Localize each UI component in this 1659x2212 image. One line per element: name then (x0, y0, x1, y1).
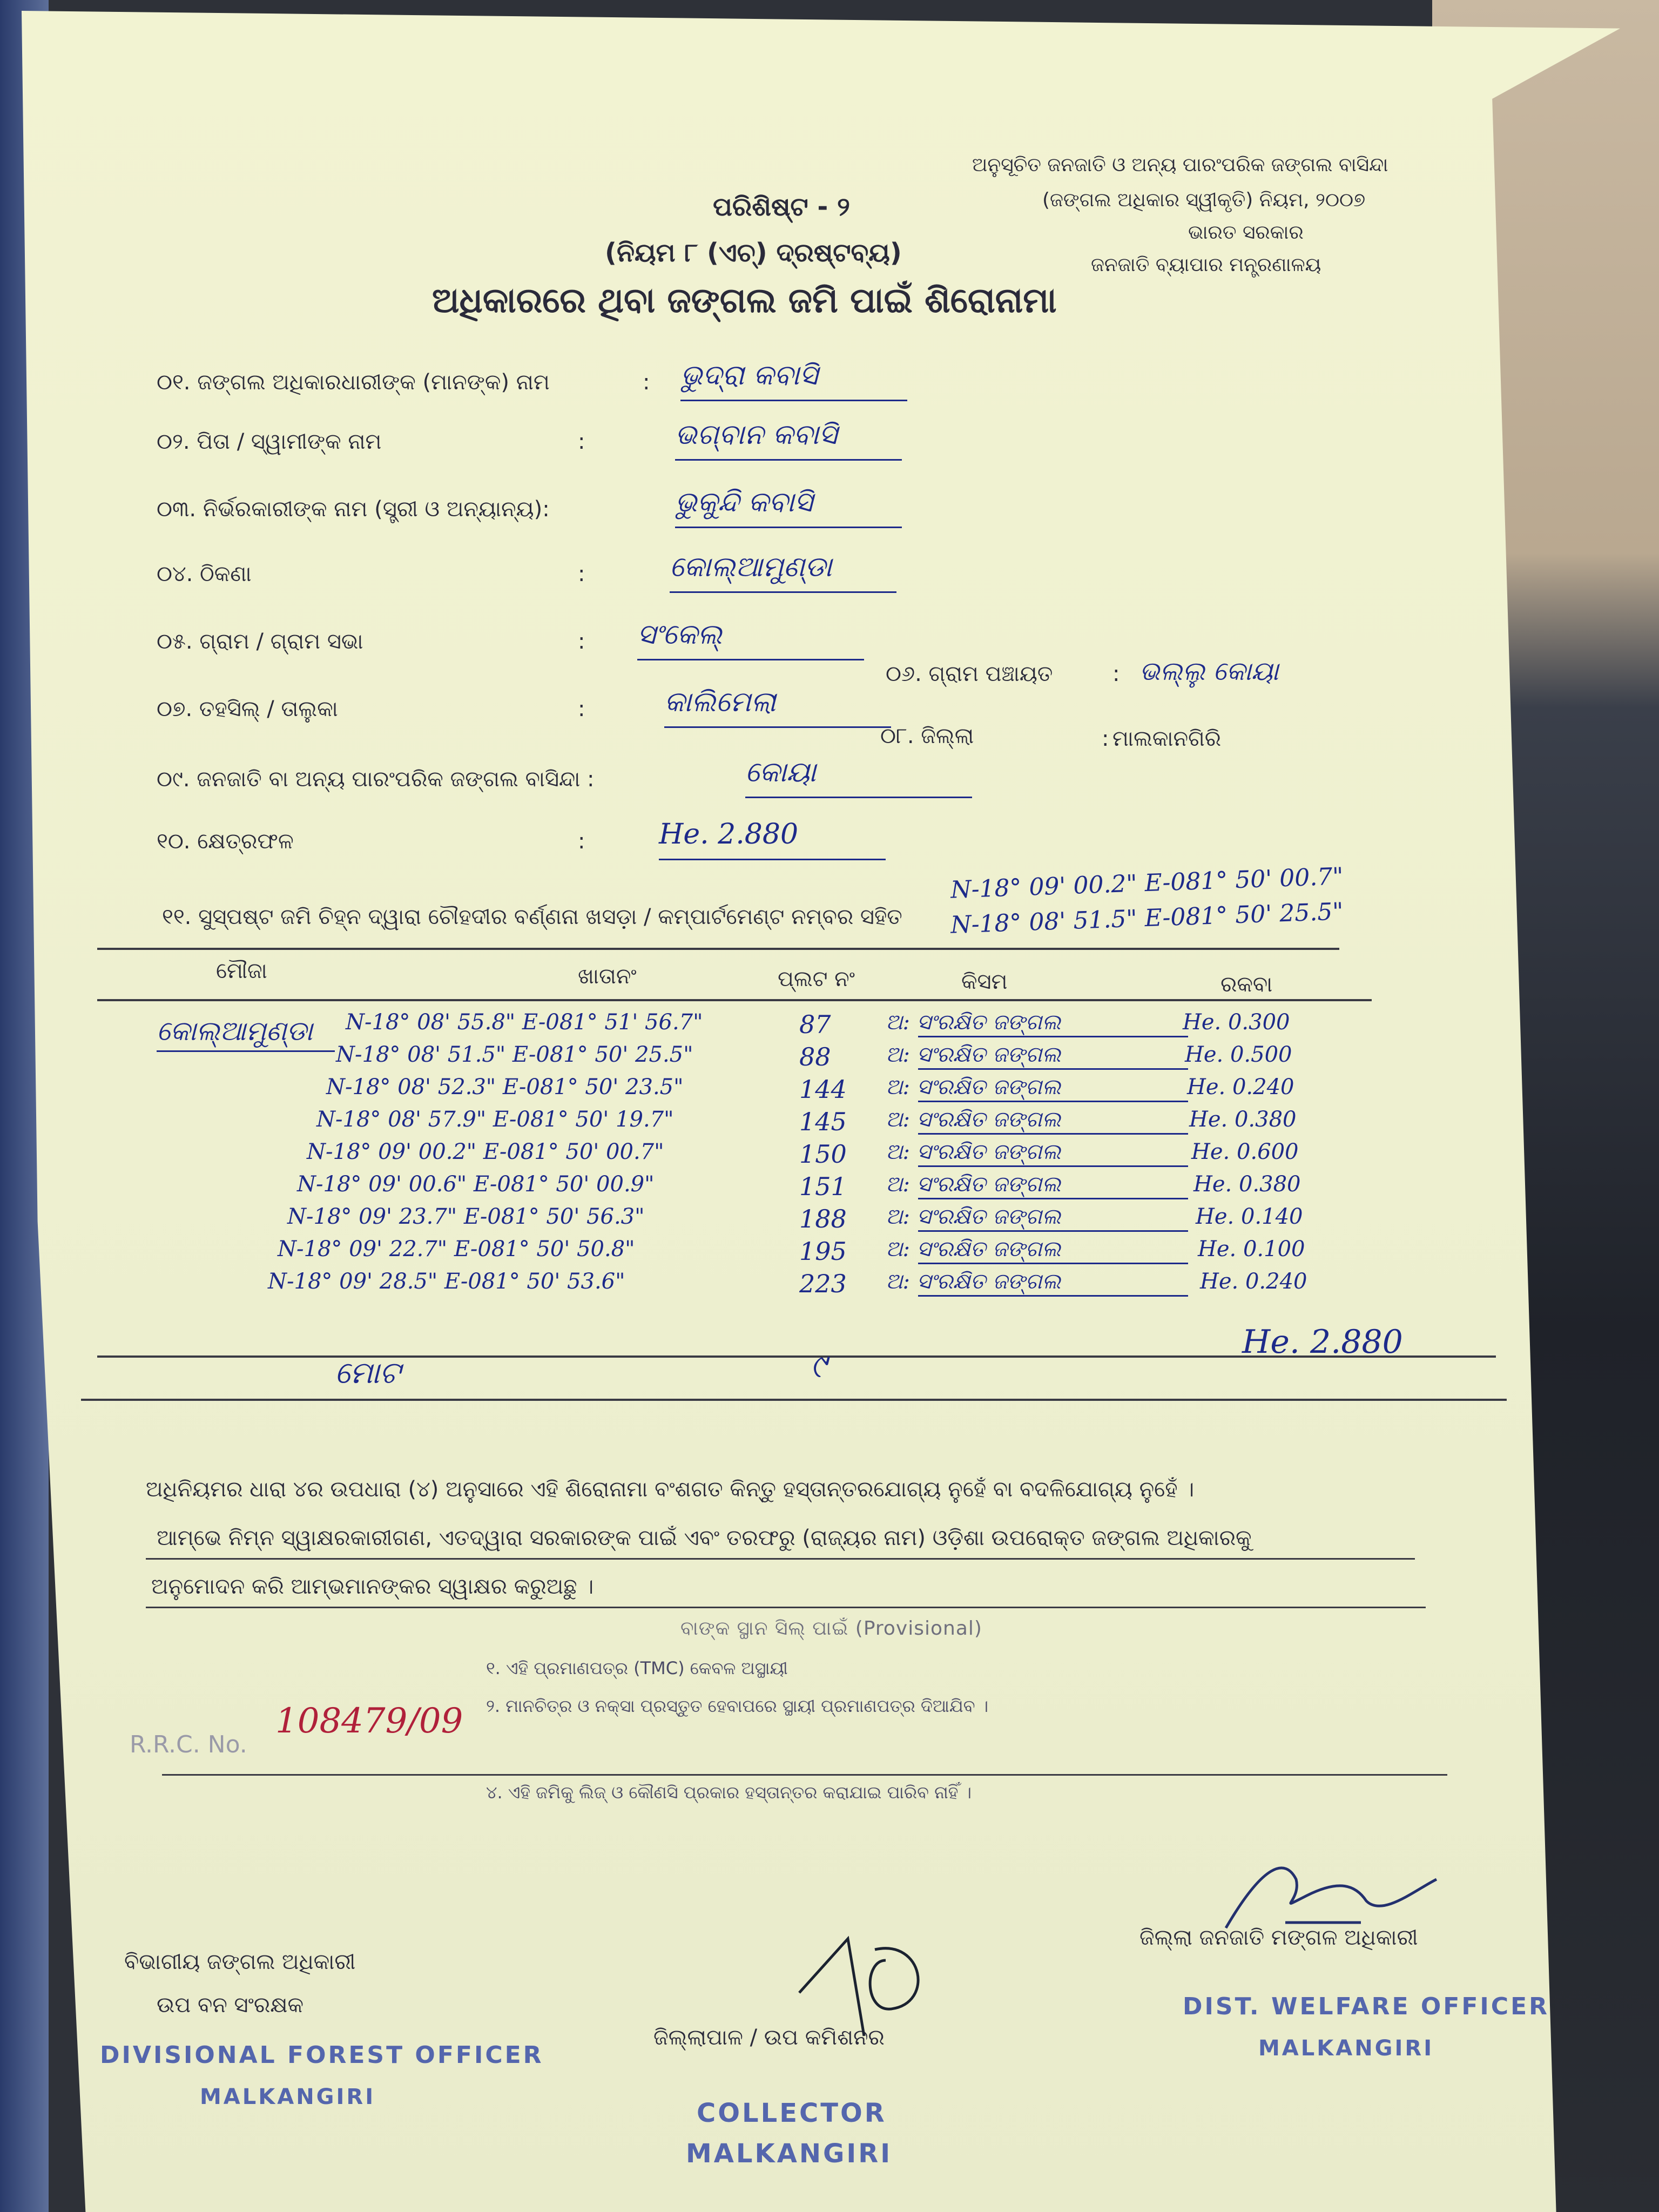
table-cell-plot: 88 (799, 1042, 831, 1071)
field-colon: : (578, 697, 585, 721)
field-value: ଭୁଦ୍ରା କବାସି (680, 359, 818, 392)
field-value-underline (675, 459, 902, 461)
field-label: ୦୯. ଜନଜାତି ବା ଅନ୍ୟ ପାରଂପରିକ ଜଙ୍ଗଲ ବାସିନ୍ଦା : (157, 767, 595, 792)
table-header-rule (97, 999, 1372, 1001)
table-cell-area: He. 0.600 (1191, 1139, 1299, 1164)
field-colon: : (578, 629, 585, 654)
table-cell-coordinates: N-18° 09' 00.6" E-081° 50' 00.9" (297, 1172, 655, 1197)
total-plots: ୯ (810, 1347, 826, 1385)
table-cell-plot: 145 (799, 1107, 847, 1136)
field-colon: : (643, 370, 650, 395)
dfo-subtitle: ଉପ ବନ ସଂରକ୍ଷକ (157, 1993, 304, 2018)
col-header-kisam: କିସମ (961, 969, 1008, 994)
table-cell-kisam: ଅ: ସଂରକ୍ଷିତ ଜଙ୍ଗଲ (886, 1172, 1061, 1197)
welfare-officer-signature (1220, 1847, 1447, 1944)
declaration-rule1 (146, 1558, 1415, 1560)
field-value: He. 2.880 (659, 818, 799, 851)
welfare-officer-stamp-district: MALKANGIRI (1258, 2036, 1434, 2061)
col-header-rakaba: ରକବା (1220, 972, 1273, 997)
field-value-underline (745, 797, 972, 798)
dfo-stamp-district: MALKANGIRI (200, 2085, 376, 2109)
table-cell-coordinates: N-18° 08' 57.9" E-081° 50' 19.7" (316, 1107, 674, 1132)
field08-value: ମାଲକାନଗିରି (1112, 726, 1222, 751)
field-value: ସଂକେଲ୍ (637, 618, 722, 651)
declaration-line1: ଅଧିନିୟମର ଧାରା ୪ର ଉପଧାରା (୪) ଅନୁସାରେ ଏହି ଶିରୋନାମା ବଂଶଗତ କିନ୍ତୁ ହସ୍ତାନ୍ତରଯୋଗ୍ୟ ନୁହେଁ ବା ବଦଳିଯୋଗ୍ୟ ନୁହେଁ । (146, 1477, 1195, 1502)
field-label: ୦୪. ଠିକଣା (157, 562, 252, 586)
kisam-underline (918, 1068, 1188, 1070)
declaration-line3: ଅନୁମୋଦନ କରି ଆମ୍ଭମାନଙ୍କର ସ୍ୱାକ୍ଷର କରୁଅଛୁ । (151, 1574, 594, 1599)
field06-colon: : (1112, 662, 1120, 686)
total-label: ମୋଟ (335, 1355, 401, 1391)
table-top-rule (97, 948, 1339, 950)
table-cell-plot: 223 (799, 1269, 847, 1298)
table-cell-plot: 87 (799, 1010, 831, 1039)
provisional-title: ବାଙ୍କ ସ୍ଥାନ ସିଲ୍ ପାଇଁ (Provisional) (680, 1617, 982, 1640)
field-value: କାଲିମେଲା (664, 686, 776, 718)
kisam-underline (918, 1263, 1188, 1264)
field-colon: : (578, 829, 585, 854)
provisional-line2: ୨. ମାନଚିତ୍ର ଓ ନକ୍ସା ପ୍ରସ୍ତୁତ ହେବାପରେ ସ୍ଥାୟୀ ପ୍ରମାଣପତ୍ର ଦିଆଯିବ । (486, 1696, 989, 1716)
kisam-underline (918, 1230, 1188, 1232)
table-cell-kisam: ଅ: ସଂରକ୍ଷିତ ଜଙ୍ଗଲ (886, 1237, 1061, 1262)
table-cell-plot: 188 (799, 1204, 847, 1233)
table-cell-area: He. 0.500 (1185, 1042, 1292, 1067)
field06-value: ଭଲ୍ଲୁ କୋୟା (1139, 656, 1279, 686)
table-cell-area: He. 0.380 (1189, 1107, 1297, 1132)
field06-label: ୦୬. ଗ୍ରାମ ପଞ୍ଚାୟତ (886, 662, 1053, 686)
field-value: ଭଗ୍ବାନ କବାସି (675, 419, 838, 451)
mouza-value: କୋଲ୍ଆମୁଣ୍ଡା (157, 1015, 313, 1047)
declaration-line2: ଆମ୍ଭେ ନିମ୍ନ ସ୍ୱାକ୍ଷରକାରୀଗଣ, ଏତଦ୍ୱାରା ସରକାରଙ୍କ ପାଇଁ ଏବଂ ତରଫରୁ (ରାଜ୍ୟର ନାମ) ଓଡ଼ିଶା ଉପରୋକ୍ତ ଜଙ୍ଗଲ ଅଧିକାରକୁ (157, 1526, 1252, 1550)
collector-title: ଜିଲ୍ଲାପାଳ / ଉପ କମିଶନର (653, 2025, 885, 2050)
table-cell-coordinates: N-18° 09' 23.7" E-081° 50' 56.3" (287, 1204, 645, 1229)
stamp-bottom-rule (162, 1774, 1447, 1776)
table-cell-coordinates: N-18° 09' 28.5" E-081° 50' 53.6" (268, 1269, 625, 1294)
field08-colon: : (1102, 726, 1109, 751)
kisam-underline (918, 1101, 1188, 1102)
field-value-underline (670, 591, 896, 593)
field-value-underline (659, 859, 886, 860)
table-cell-area: He. 0.380 (1193, 1172, 1301, 1197)
kisam-underline (918, 1036, 1188, 1037)
annex-label: ପରିଶିଷ୍ଟ - ୨ (713, 192, 850, 222)
kisam-underline (918, 1133, 1188, 1135)
header-ministry: ଜନଜାତି ବ୍ୟାପାର ମନ୍ତ୍ରଣାଳୟ (1091, 254, 1321, 276)
table-cell-area: He. 0.240 (1187, 1075, 1294, 1100)
provisional-line1: ୧. ଏହି ପ୍ରମାଣପତ୍ର (TMC) କେବଳ ଅସ୍ଥାୟୀ (486, 1658, 788, 1678)
header-govt: ଭାରତ ସରକାର (1188, 221, 1304, 244)
rule-reference: (ନିୟମ ୮ (ଏଚ୍) ଦ୍ରଷ୍ଟବ୍ୟ) (605, 238, 902, 268)
welfare-officer-stamp: DIST. WELFARE OFFICER (1183, 1993, 1550, 2020)
kisam-underline (918, 1295, 1188, 1297)
rrc-number: 108479/09 (275, 1701, 463, 1741)
table-cell-coordinates: N-18° 09' 00.2" E-081° 50' 00.7" (307, 1139, 664, 1164)
table-cell-area: He. 0.100 (1198, 1237, 1305, 1262)
table-cell-plot: 195 (799, 1237, 847, 1266)
field-value-underline (675, 527, 902, 528)
field-colon: : (578, 429, 585, 454)
field-label: ୧୦. କ୍ଷେତ୍ରଫଳ (157, 829, 294, 854)
field11-coord2: N-18° 08' 51.5" E-081° 50' 25.5" (950, 898, 1344, 939)
field-label: ୦୭. ତହସିଲ୍ / ତାଲୁକା (157, 697, 338, 721)
table-bottom-rule (81, 1399, 1507, 1401)
kisam-underline (918, 1198, 1188, 1199)
table-cell-kisam: ଅ: ସଂରକ୍ଷିତ ଜଙ୍ଗଲ (886, 1010, 1061, 1035)
header-act-line1: ଅନୁସୂଚିତ ଜନଜାତି ଓ ଅନ୍ୟ ପାରଂପରିକ ଜଙ୍ଗଲ ବାସିନ୍ଦା (972, 154, 1388, 176)
collector-stamp-district: MALKANGIRI (686, 2139, 893, 2169)
field-value-underline (637, 659, 864, 660)
header-act-line2: (ଜଙ୍ଗଲ ଅଧିକାର ସ୍ୱୀକୃତି) ନିୟମ, ୨୦୦୭ (1042, 189, 1366, 211)
col-header-khata: ଖାତାନଂ (578, 964, 637, 989)
col-header-mouza: ମୌଜା (216, 959, 267, 983)
rrc-label: R.R.C. No. (130, 1731, 247, 1758)
table-cell-coordinates: N-18° 08' 55.8" E-081° 51' 56.7" (346, 1010, 703, 1035)
dfo-title: ବିଭାଗୀୟ ଜଙ୍ଗଲ ଅଧିକାରୀ (124, 1950, 356, 1974)
field-value: କୋୟା (745, 756, 817, 788)
document-title: ଅଧିକାରରେ ଥିବା ଜଙ୍ଗଲ ଜମି ପାଇଁ ଶିରୋନାମା (432, 281, 1057, 321)
table-cell-area: He. 0.240 (1200, 1269, 1307, 1294)
table-cell-coordinates: N-18° 09' 22.7" E-081° 50' 50.8" (278, 1237, 635, 1262)
table-cell-kisam: ଅ: ସଂରକ୍ଷିତ ଜଙ୍ଗଲ (886, 1107, 1061, 1132)
table-cell-plot: 144 (799, 1075, 847, 1104)
table-cell-kisam: ଅ: ସଂରକ୍ଷିତ ଜଙ୍ଗଲ (886, 1075, 1061, 1100)
total-area: He. 2.880 (1242, 1323, 1403, 1361)
table-cell-kisam: ଅ: ସଂରକ୍ଷିତ ଜଙ୍ଗଲ (886, 1139, 1061, 1164)
table-cell-kisam: ଅ: ସଂରକ୍ଷିତ ଜଙ୍ଗଲ (886, 1042, 1061, 1067)
table-cell-area: He. 0.140 (1196, 1204, 1303, 1229)
provisional-line3: ୪. ଏହି ଜମିକୁ ଲିଜ୍ ଓ କୌଣସି ପ୍ରକାର ହସ୍ତାନ୍ତର କରାଯାଇ ପାରିବ ନାହିଁ । (486, 1782, 972, 1803)
field-label: ୦୫. ଗ୍ରାମ / ଗ୍ରାମ ସଭା (157, 629, 363, 654)
table-cell-plot: 151 (799, 1172, 847, 1201)
table-cell-kisam: ଅ: ସଂରକ୍ଷିତ ଜଙ୍ଗଲ (886, 1269, 1061, 1294)
col-header-plot: ପ୍ଲଟ ନଂ (778, 967, 855, 992)
mouza-underline (157, 1050, 335, 1052)
table-cell-kisam: ଅ: ସଂରକ୍ଷିତ ଜଙ୍ଗଲ (886, 1204, 1061, 1229)
field-value-underline (664, 726, 891, 728)
table-cell-coordinates: N-18° 08' 51.5" E-081° 50' 25.5" (336, 1042, 693, 1067)
field-value: କୋଲ୍ଆମୁଣ୍ଡା (670, 551, 832, 583)
field-value: ଭୁକୁନ୍ଦି କବାସି (675, 486, 813, 518)
field-colon: : (578, 562, 585, 586)
field-label: ୦୧. ଜଙ୍ଗଲ ଅଧିକାରଧାରୀଙ୍କ (ମାନଙ୍କ) ନାମ (157, 370, 550, 395)
welfare-officer-title: ଜିଲ୍ଲା ଜନଜାତି ମଙ୍ଗଳ ଅଧିକାରୀ (1139, 1925, 1418, 1950)
kisam-underline (918, 1165, 1188, 1167)
field-label: ୦୩. ନିର୍ଭରକାରୀଙ୍କ ନାମ (ସ୍ତ୍ରୀ ଓ ଅନ୍ୟାନ୍ୟ): (157, 497, 550, 522)
field11-label: ୧୧. ସୁସ୍ପଷ୍ଟ ଜମି ଚିହ୍ନ ଦ୍ୱାରା ଚୌହଦୀର ବର୍ଣ୍ଣନା ଖସଡ଼ା / କମ୍ପାର୍ଟମେଣ୍ଟ ନମ୍ବର ସହିତ (162, 905, 902, 929)
field11-coord1: N-18° 09' 00.2" E-081° 50' 00.7" (950, 862, 1344, 904)
table-cell-plot: 150 (799, 1139, 847, 1169)
field-value-underline (680, 400, 907, 401)
table-cell-coordinates: N-18° 08' 52.3" E-081° 50' 23.5" (326, 1075, 684, 1100)
collector-stamp: COLLECTOR (697, 2098, 887, 2128)
dfo-stamp: DIVISIONAL FOREST OFFICER (100, 2041, 544, 2069)
field08-label: ୦୮. ଜିଲ୍ଲା (880, 724, 974, 748)
table-cell-area: He. 0.300 (1183, 1010, 1290, 1035)
collector-signature (783, 1928, 945, 2047)
declaration-rule2 (146, 1607, 1426, 1608)
field-label: ୦୨. ପିତା / ସ୍ୱାମୀଙ୍କ ନାମ (157, 429, 382, 454)
